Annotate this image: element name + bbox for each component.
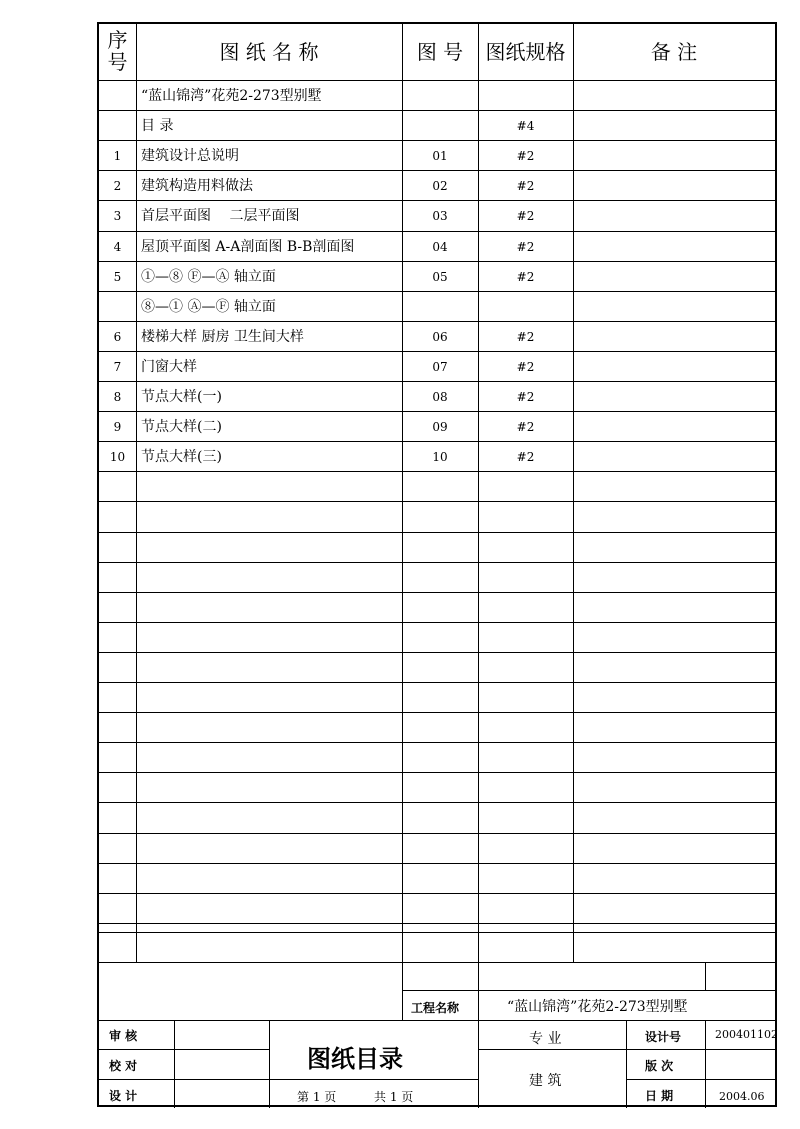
table-row	[99, 352, 775, 382]
row-drawing-no: 06	[432, 330, 448, 344]
row-no: 10	[109, 450, 126, 464]
row-drawing-no	[402, 111, 478, 141]
row-name: 目 录	[141, 118, 174, 134]
row-line	[99, 682, 775, 683]
table-row	[99, 171, 775, 201]
divider	[626, 1079, 775, 1080]
row-name: 节点大样(二)	[141, 419, 222, 435]
divider	[402, 962, 403, 1020]
page-total: 共 1 页	[374, 1090, 414, 1104]
project-name: “蓝山锦湾”花苑2-273型别墅	[507, 999, 688, 1015]
row-name: ①—⑧ Ⓕ—Ⓐ 轴立面	[141, 269, 276, 285]
row-line	[99, 622, 775, 623]
row-spec: #2	[516, 360, 535, 374]
table-row	[99, 81, 775, 111]
divider	[269, 1079, 478, 1080]
row-name: “蓝山锦湾”花苑2-273型别墅	[141, 88, 322, 104]
row-line	[99, 932, 775, 933]
row-line	[99, 833, 775, 834]
row-spec: #2	[516, 270, 535, 284]
row-line	[99, 532, 775, 533]
row-line	[99, 562, 775, 563]
row-line	[99, 772, 775, 773]
divider	[99, 1079, 269, 1080]
row-spec	[478, 81, 573, 111]
row-no: 5	[113, 270, 122, 284]
row-spec: #2	[516, 420, 535, 434]
row-drawing-no: 05	[432, 270, 448, 284]
column-line	[136, 24, 137, 962]
row-line	[99, 501, 775, 502]
page-number: 第 1 页	[297, 1090, 337, 1104]
divider	[626, 1049, 775, 1050]
row-drawing-no: 07	[432, 360, 448, 374]
table-row	[99, 141, 775, 171]
table-row	[99, 292, 775, 322]
row-name: 节点大样(三)	[141, 449, 222, 465]
row-spec: #2	[516, 209, 535, 223]
row-spec: #2	[516, 450, 535, 464]
row-line	[99, 261, 775, 262]
row-no: 8	[113, 390, 122, 404]
row-line	[99, 80, 775, 81]
version-label: 版 次	[645, 1059, 674, 1073]
row-no	[99, 111, 136, 141]
header-name: 图 纸 名 称	[219, 40, 319, 64]
header-remark: 备 注	[650, 40, 698, 64]
divider	[705, 962, 706, 990]
row-line	[99, 231, 775, 232]
header-spec: 图纸规格	[485, 40, 566, 64]
row-line	[99, 321, 775, 322]
row-no: 6	[113, 330, 122, 344]
row-name: 节点大样(一)	[141, 389, 222, 405]
table-row	[99, 262, 775, 292]
row-line	[99, 471, 775, 472]
row-line	[99, 170, 775, 171]
row-line	[99, 592, 775, 593]
row-line	[99, 411, 775, 412]
row-line	[99, 863, 775, 864]
row-line	[99, 200, 775, 201]
row-no: 1	[113, 149, 122, 163]
row-drawing-no: 10	[432, 450, 448, 464]
row-name: 门窗大样	[141, 359, 197, 375]
row-drawing-no	[402, 81, 478, 111]
date-label: 日 期	[645, 1089, 674, 1103]
divider	[626, 1020, 627, 1108]
check-label: 校 对	[109, 1059, 138, 1073]
row-name: 屋顶平面图 A-A剖面图 B-B剖面图	[141, 239, 355, 255]
row-name: 建筑构造用料做法	[141, 178, 253, 194]
row-drawing-no: 03	[432, 209, 448, 223]
review-label: 审 核	[109, 1029, 138, 1043]
header-no: 序号	[107, 28, 128, 74]
row-line	[99, 140, 775, 141]
column-line	[402, 24, 403, 962]
divider	[174, 1020, 175, 1108]
row-name: 建筑设计总说明	[141, 148, 239, 164]
row-line	[99, 441, 775, 442]
row-name: 楼梯大样 厨房 卫生间大样	[141, 329, 304, 345]
divider	[99, 1020, 775, 1021]
row-no	[99, 292, 136, 322]
sheet-title: 图纸目录	[307, 1045, 403, 1073]
row-line	[99, 712, 775, 713]
row-spec: #2	[516, 149, 535, 163]
divider	[478, 1049, 626, 1050]
row-line	[99, 351, 775, 352]
row-drawing-no: 09	[432, 420, 448, 434]
row-drawing-no: 02	[432, 179, 448, 193]
row-no: 3	[113, 209, 122, 223]
drawing-list-frame	[97, 22, 777, 1107]
row-drawing-no: 08	[432, 390, 448, 404]
row-line	[99, 381, 775, 382]
row-no: 7	[113, 360, 122, 374]
row-name: 首层平面图 二层平面图	[141, 208, 300, 224]
header-num: 图 号	[416, 40, 464, 64]
row-line	[99, 802, 775, 803]
divider	[402, 990, 775, 991]
row-no: 2	[113, 179, 122, 193]
divider	[99, 962, 775, 963]
row-no: 4	[113, 240, 122, 254]
divider	[705, 1020, 706, 1108]
row-spec: #2	[516, 390, 535, 404]
column-line	[478, 24, 479, 962]
project-label: 工程名称	[411, 1001, 460, 1015]
row-line	[99, 291, 775, 292]
date-value: 2004.06	[719, 1090, 765, 1103]
row-line	[99, 652, 775, 653]
row-spec: #2	[516, 330, 535, 344]
discipline-value: 建 筑	[529, 1073, 562, 1089]
table-row	[99, 111, 775, 141]
table-row	[99, 201, 775, 231]
row-line	[99, 893, 775, 894]
divider	[99, 1049, 269, 1050]
row-line	[99, 110, 775, 111]
column-line	[573, 24, 574, 962]
table-row	[99, 442, 775, 472]
row-spec: #2	[516, 179, 535, 193]
row-drawing-no: 04	[432, 240, 448, 254]
row-spec: #4	[516, 119, 535, 133]
row-drawing-no: 01	[432, 149, 448, 163]
table-row	[99, 412, 775, 442]
design-no-label: 设计号	[645, 1030, 682, 1044]
row-line	[99, 923, 775, 924]
row-spec: #2	[516, 240, 535, 254]
table-row	[99, 322, 775, 352]
row-line	[99, 742, 775, 743]
row-name: ⑧—① Ⓐ—Ⓕ 轴立面	[141, 299, 276, 315]
design-no: 200401102	[715, 1028, 778, 1041]
row-spec	[478, 292, 573, 322]
row-no: 9	[113, 420, 122, 434]
divider	[478, 962, 479, 1108]
row-no	[99, 81, 136, 111]
design-label: 设 计	[109, 1089, 138, 1103]
table-row	[99, 232, 775, 262]
table-row	[99, 382, 775, 412]
divider	[269, 1020, 270, 1108]
discipline-label: 专 业	[529, 1031, 562, 1047]
row-drawing-no	[402, 292, 478, 322]
